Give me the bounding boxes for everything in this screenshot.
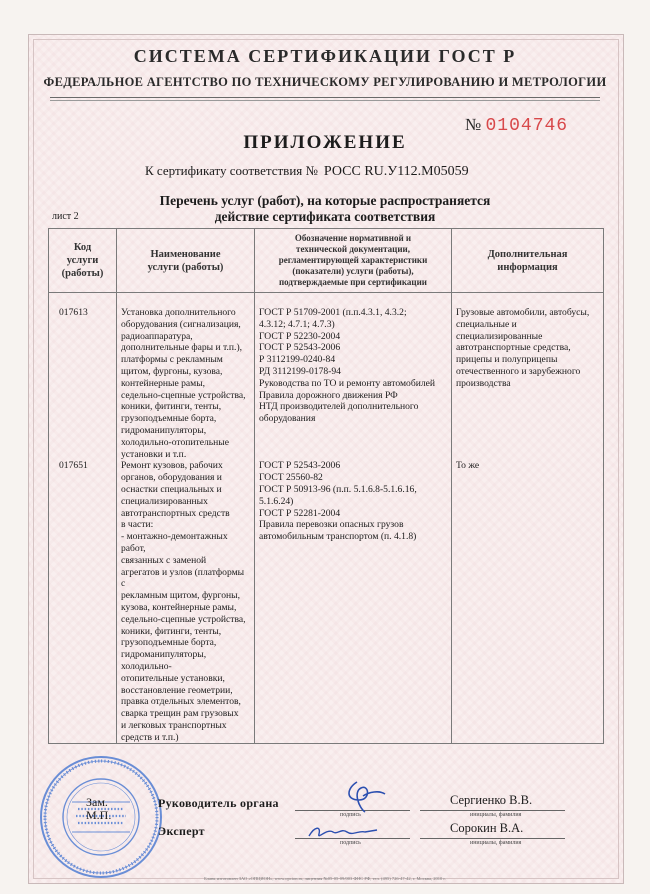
expert-signature-caption: подпись bbox=[340, 840, 361, 846]
sheet-number: лист 2 bbox=[52, 211, 79, 222]
serial-prefix: № bbox=[465, 115, 482, 134]
service-name: Установка дополнительного оборудования (сигнализация, радиоаппаратура, дополнительные фары и т.п.), платформы с рекламным щитом, фургоны, кузова, контейнерные рамы, седельно-сцепные устройства, коники, фитинги, тенты, грузоподъемные борта, гидроманипуляторы, холодильно-отопительные установки и т.п. bbox=[117, 293, 255, 461]
service-name: Ремонт кузовов, рабочих органов, оборудования и оснастки специальных и специализированных автотранспортных средств в части: - монтажно-демонтажных работ, связанных с заменой агрегатов и узлов (платформы с рекламным щитом, фургоны, кузова, контейнерные рамы, седельно-сцепные устройства, коники, фитинги, тенты, грузоподъемные борта, гидроманипуляторы, холодильно- отопительные установки, восстановление геометрии, правка отдельных элементов, сварка трещин рам грузовых и легковых транспортных средств и т.п.) bbox=[117, 460, 255, 744]
certificate-label: К сертификату соответствия № bbox=[145, 163, 318, 178]
printer-note: Бланк изготовлен ЗАО «ОПЦИОН», www.opcion.ru, лицензия №05-05-09/003 ФНС РФ, тел. (495) 726-47-42, г. Москва, 2010 г. bbox=[204, 876, 446, 881]
column-header-code-text: Код услуги (работы) bbox=[61, 242, 104, 279]
service-code: 017613 bbox=[49, 293, 117, 461]
expert-label: Эксперт bbox=[158, 824, 205, 838]
stamp-notes bbox=[86, 796, 111, 822]
column-header-info-text: Дополнительная информация bbox=[487, 248, 568, 273]
header-rule-secondary bbox=[50, 100, 600, 101]
table-header-row bbox=[49, 229, 604, 293]
expert-name-line bbox=[420, 838, 565, 839]
column-header-name bbox=[117, 229, 255, 293]
services-table bbox=[48, 228, 604, 744]
certificate-number: РОСС RU.У112.М05059 bbox=[323, 164, 469, 179]
header-rule bbox=[50, 97, 600, 98]
page-title: ПРИЛОЖЕНИЕ bbox=[243, 132, 407, 153]
table-row bbox=[49, 460, 604, 744]
serial-number: 0104746 bbox=[485, 116, 569, 136]
column-header-name-text: Наименование услуги (работы) bbox=[147, 248, 224, 273]
expert-name-caption: инициалы, фамилия bbox=[470, 840, 522, 846]
head-label: Руководитель органа bbox=[158, 796, 279, 810]
expert-name: Сорокин В.А. bbox=[450, 821, 524, 835]
expert-signature-icon bbox=[305, 820, 380, 844]
service-info: То же bbox=[452, 460, 604, 744]
service-info: Грузовые автомобили, автобусы, специальные и специализированные автотранспортные средства, прицепы и полуприцепы отечественного и зарубежного производства bbox=[452, 293, 604, 461]
service-documents: ГОСТ Р 52543-2006 ГОСТ 25560-82 ГОСТ Р 50913-96 (п.п. 5.1.6.8-5.1.6.16, 5.1.6.24) ГОСТ Р 52281-2004 Правила перевозки опасных грузов автомобильным транспортом (п. 4.1.8) bbox=[255, 460, 452, 744]
head-signature-caption: подпись bbox=[340, 812, 361, 818]
agency-title: ФЕДЕРАЛЬНОЕ АГЕНТСТВО ПО ТЕХНИЧЕСКОМУ РЕГУЛИРОВАНИЮ И МЕТРОЛОГИИ bbox=[43, 75, 607, 89]
column-header-documents bbox=[255, 229, 452, 293]
head-signature-icon bbox=[335, 778, 395, 818]
certificate-reference bbox=[145, 163, 469, 180]
column-header-code bbox=[49, 229, 117, 293]
head-name-line bbox=[420, 810, 565, 811]
column-header-info bbox=[452, 229, 604, 293]
service-code: 017651 bbox=[49, 460, 117, 744]
service-documents: ГОСТ Р 51709-2001 (п.п.4.3.1, 4.3.2; 4.3.12; 4.7.1; 4.7.3) ГОСТ Р 52230-2004 ГОСТ Р 52543-2006 Р 3112199-0240-84 РД 3112199-0178-94 Руководства по ТО и ремонту автомобилей Правила дорожного движения РФ НТД производителей дополнительного оборудования bbox=[255, 293, 452, 461]
column-header-documents-text: Обозначение нормативной и технической документации, регламентирующей характеристики (показатели) услуги (работы), подтверждаемые при сертификации bbox=[278, 233, 428, 287]
table-row bbox=[49, 293, 604, 461]
system-title: СИСТЕМА СЕРТИФИКАЦИИ ГОСТ Р bbox=[133, 46, 517, 66]
list-heading-line-2: действие сертификата соответствия bbox=[214, 209, 436, 224]
head-name: Сергиенко В.В. bbox=[450, 793, 533, 807]
deputy-note: Зам. bbox=[86, 795, 108, 809]
head-name-caption: инициалы, фамилия bbox=[470, 812, 522, 818]
seal-place-note: М.П. bbox=[86, 808, 112, 822]
list-heading bbox=[0, 193, 650, 225]
list-heading-line-1: Перечень услуг (работ), на которые распространяется bbox=[159, 193, 491, 208]
